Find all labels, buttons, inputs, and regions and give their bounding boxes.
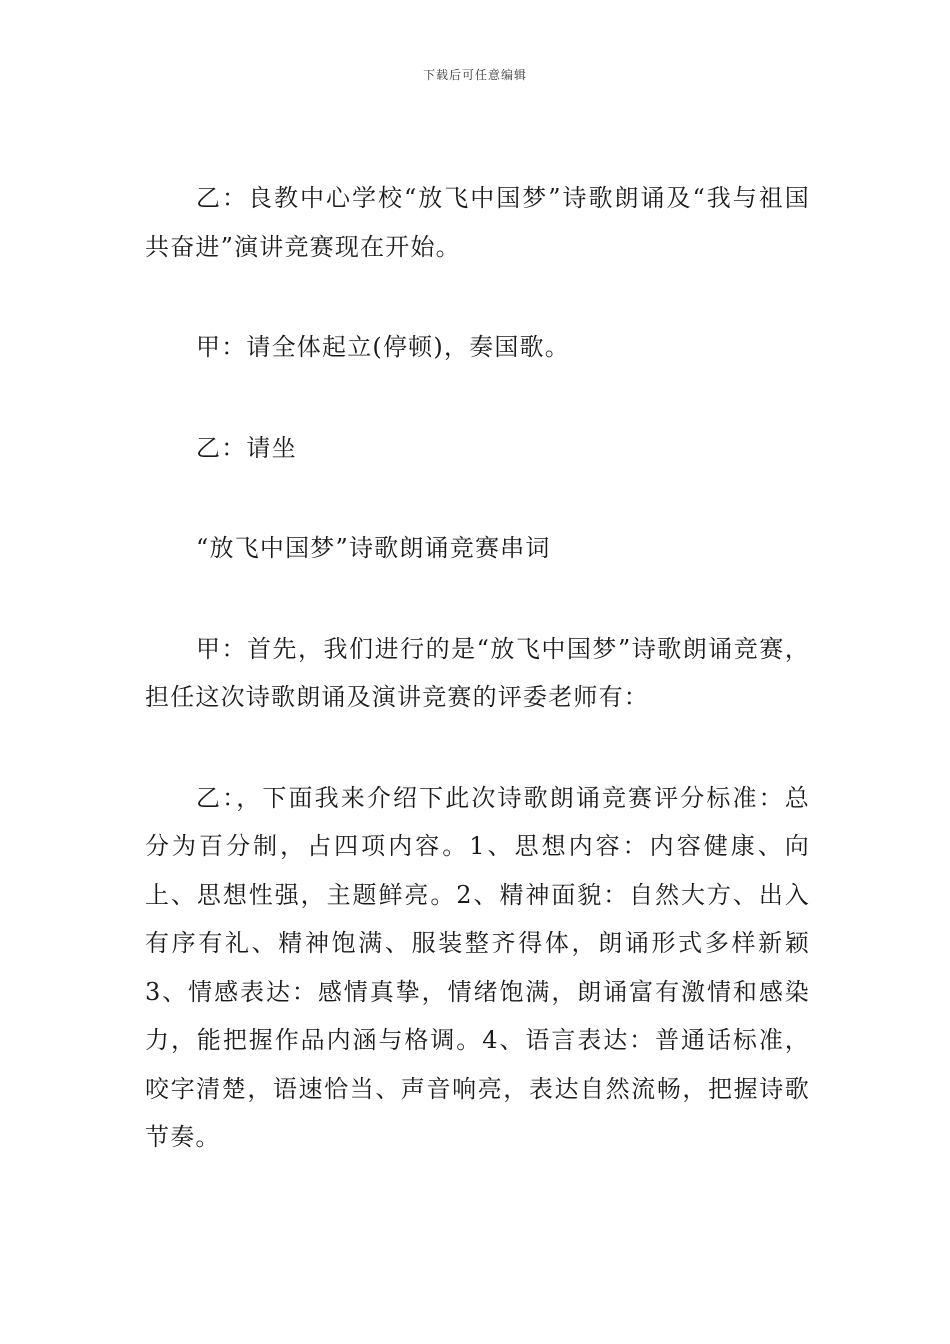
header-note: 下载后可任意编辑: [422, 68, 527, 82]
paragraph-gap: [145, 271, 810, 323]
paragraph-gap: [145, 372, 810, 424]
paragraph-gap: [145, 472, 810, 524]
section-heading: “放飞中国梦”诗歌朗诵竞赛串词: [196, 534, 551, 562]
document-body: [145, 174, 810, 1162]
paragraph-opening: 乙：良教中心学校“放飞中国梦”诗歌朗诵及“我与祖国共奋进”演讲竞赛现在开始。: [145, 184, 810, 261]
paragraph-gap: [145, 573, 810, 625]
paragraph-judges: 甲：首先，我们进行的是“放飞中国梦”诗歌朗诵竞赛，担任这次诗歌朗诵及演讲竞赛的评委老师有：: [145, 634, 810, 711]
paragraph-scoring-criteria: 乙：，下面我来介绍下此次诗歌朗诵竞赛评分标准：总分为百分制，占四项内容。1、思想内容：内容健康、向上、思想性强，主题鲜亮。2、精神面貌：自然大方、出入有序有礼、精神饱满、服装整齐得体，朗诵形式多样新颖3、情感表达：感情真挚，情绪饱满，朗诵富有激情和感染力，能把握作品内涵与格调。4、语言表达：普通话标准，咬字清楚，语速恰当、声音响亮，表达自然流畅，把握诗歌节奏。: [145, 783, 810, 1151]
paragraph-gap: [145, 722, 810, 774]
paragraph-national-anthem: 甲：请全体起立(停顿)，奏国歌。: [196, 333, 570, 361]
paragraph-please-sit: 乙：请坐: [196, 433, 297, 462]
